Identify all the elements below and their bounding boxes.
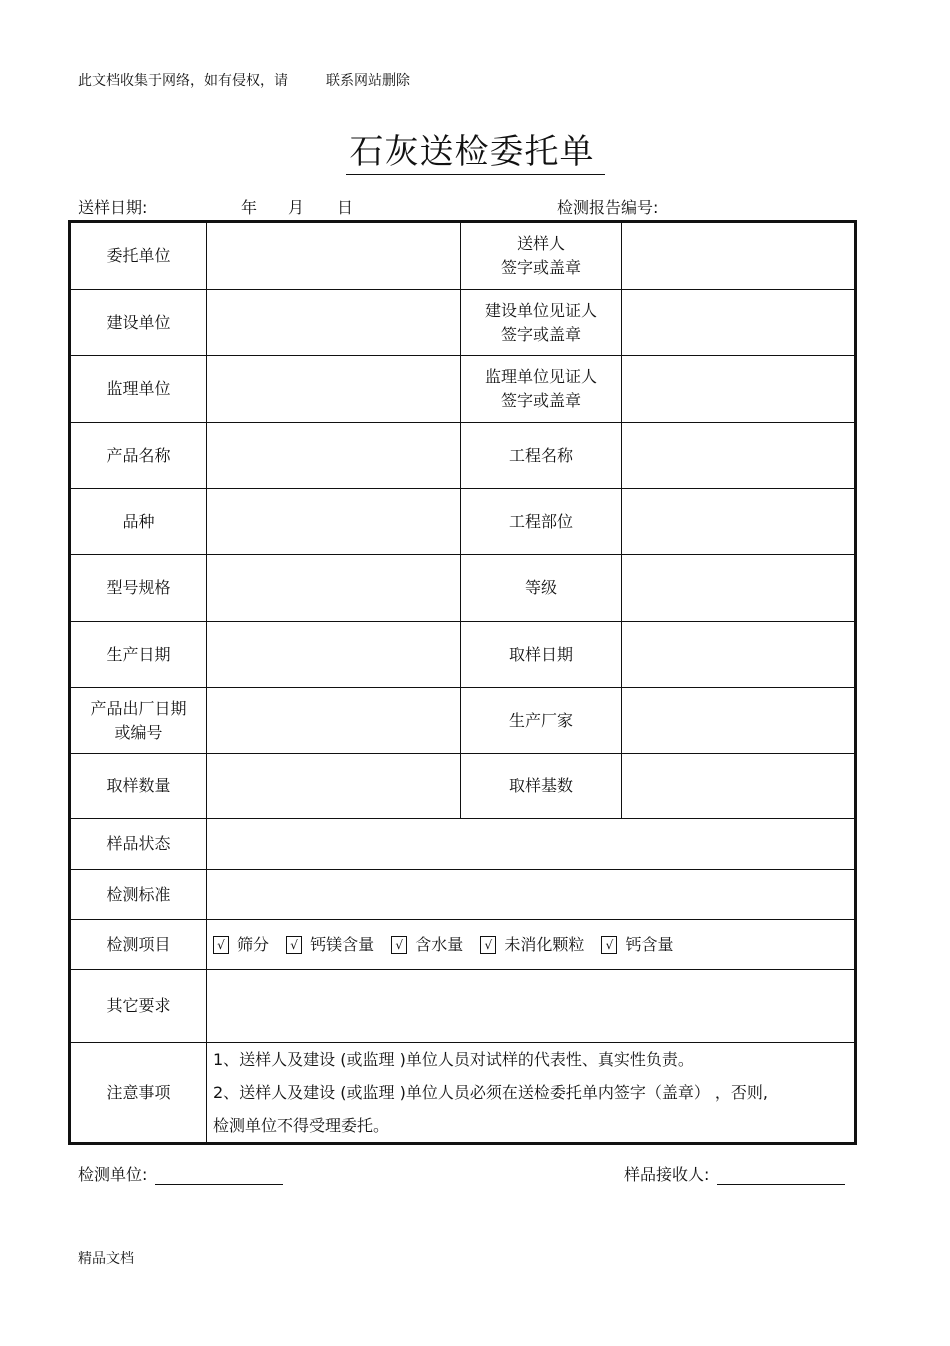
- field-label: 取样数量: [70, 754, 207, 819]
- testing-lab-label: 检测单位:: [78, 1165, 148, 1184]
- field-label: 注意事项: [70, 1043, 207, 1144]
- table-row: [70, 222, 856, 290]
- table-row: [70, 819, 856, 870]
- field-value[interactable]: [622, 754, 856, 819]
- field-label: 检测标准: [70, 870, 207, 920]
- table-row: [70, 970, 856, 1043]
- signature-field[interactable]: [622, 222, 856, 290]
- field-label: 取样基数: [461, 754, 622, 819]
- field-value[interactable]: [207, 754, 461, 819]
- header-note-part2: 联系网站删除: [326, 73, 410, 89]
- testing-lab-signature: [78, 1162, 283, 1185]
- test-item-calcium-magnesium: √ 钙镁含量: [286, 933, 374, 957]
- table-row: [70, 754, 856, 819]
- field-value[interactable]: [207, 423, 461, 489]
- field-label: 监理单位: [70, 356, 207, 423]
- table-row: [70, 489, 856, 555]
- note-line: 2、送样人及建设 (或监理 )单位人员必须在送检委托单内签字（盖章） ，否则,: [213, 1083, 769, 1102]
- field-value[interactable]: [207, 356, 461, 423]
- field-value[interactable]: [207, 489, 461, 555]
- field-label: 产品出厂日期 或编号: [70, 688, 207, 754]
- table-row: [70, 555, 856, 622]
- signature-field[interactable]: [622, 356, 856, 423]
- receiver-line[interactable]: [717, 1164, 845, 1185]
- receiver-signature: [624, 1162, 845, 1185]
- field-label: 取样日期: [461, 622, 622, 688]
- other-requirements-field[interactable]: [207, 970, 856, 1043]
- date-label: 送样日期:: [78, 198, 148, 217]
- table-row: [70, 870, 856, 920]
- field-label: 送样人 签字或盖章: [461, 222, 622, 290]
- testing-lab-line[interactable]: [155, 1164, 283, 1185]
- notes-text: [207, 1043, 856, 1144]
- test-item-calcium: √ 钙含量: [601, 933, 673, 957]
- field-value[interactable]: [207, 688, 461, 754]
- test-item-sieving: √ 筛分: [213, 933, 269, 957]
- bottom-note: 精品文档: [78, 1251, 134, 1267]
- field-label: 检测项目: [70, 920, 207, 970]
- field-label: 工程部位: [461, 489, 622, 555]
- checkbox[interactable]: √: [601, 936, 617, 954]
- field-label: 工程名称: [461, 423, 622, 489]
- table-row: [70, 356, 856, 423]
- year-label: 年: [241, 198, 258, 217]
- field-label: 等级: [461, 555, 622, 622]
- field-label: 建设单位见证人 签字或盖章: [461, 290, 622, 356]
- field-label: 型号规格: [70, 555, 207, 622]
- field-label: 样品状态: [70, 819, 207, 870]
- test-item-moisture: √ 含水量: [391, 933, 463, 957]
- table-row: [70, 423, 856, 489]
- signature-field[interactable]: [622, 290, 856, 356]
- field-value[interactable]: [207, 622, 461, 688]
- test-item-unslaked-particles: √ 未消化颗粒: [480, 933, 584, 957]
- table-row: [70, 622, 856, 688]
- day-label: 日: [337, 198, 354, 217]
- field-label: 产品名称: [70, 423, 207, 489]
- field-label: 生产日期: [70, 622, 207, 688]
- field-label: 委托单位: [70, 222, 207, 290]
- field-label: 建设单位: [70, 290, 207, 356]
- table-row: [70, 290, 856, 356]
- field-value[interactable]: [207, 290, 461, 356]
- report-number-label: 检测报告编号:: [557, 198, 659, 217]
- field-value[interactable]: [622, 555, 856, 622]
- sample-state-field[interactable]: [207, 819, 856, 870]
- header-note-part1: 此文档收集于网络，如有侵权，请: [78, 73, 288, 89]
- receiver-label: 样品接收人:: [624, 1165, 710, 1184]
- test-items-field: [207, 920, 856, 970]
- table-row: [70, 1043, 856, 1144]
- commission-form-table: [68, 220, 857, 1145]
- field-value[interactable]: [207, 555, 461, 622]
- field-label: 品种: [70, 489, 207, 555]
- checkbox[interactable]: √: [480, 936, 496, 954]
- field-label: 生产厂家: [461, 688, 622, 754]
- note-line: 1、送样人及建设 (或监理 )单位人员对试样的代表性、真实性负责。: [213, 1050, 694, 1069]
- table-row: [70, 688, 856, 754]
- checkbox[interactable]: √: [213, 936, 229, 954]
- field-value[interactable]: [622, 489, 856, 555]
- field-value[interactable]: [622, 622, 856, 688]
- field-label: 监理单位见证人 签字或盖章: [461, 356, 622, 423]
- page-title: 石灰送检委托单: [0, 124, 950, 173]
- note-line: 检测单位不得受理委托。: [213, 1116, 390, 1135]
- checkbox[interactable]: √: [286, 936, 302, 954]
- field-value[interactable]: [207, 222, 461, 290]
- field-value[interactable]: [622, 688, 856, 754]
- header-note: [78, 70, 410, 90]
- month-label: 月: [288, 198, 305, 217]
- table-row: [70, 920, 856, 970]
- field-label: 其它要求: [70, 970, 207, 1043]
- test-standard-field[interactable]: [207, 870, 856, 920]
- checkbox[interactable]: √: [391, 936, 407, 954]
- field-value[interactable]: [622, 423, 856, 489]
